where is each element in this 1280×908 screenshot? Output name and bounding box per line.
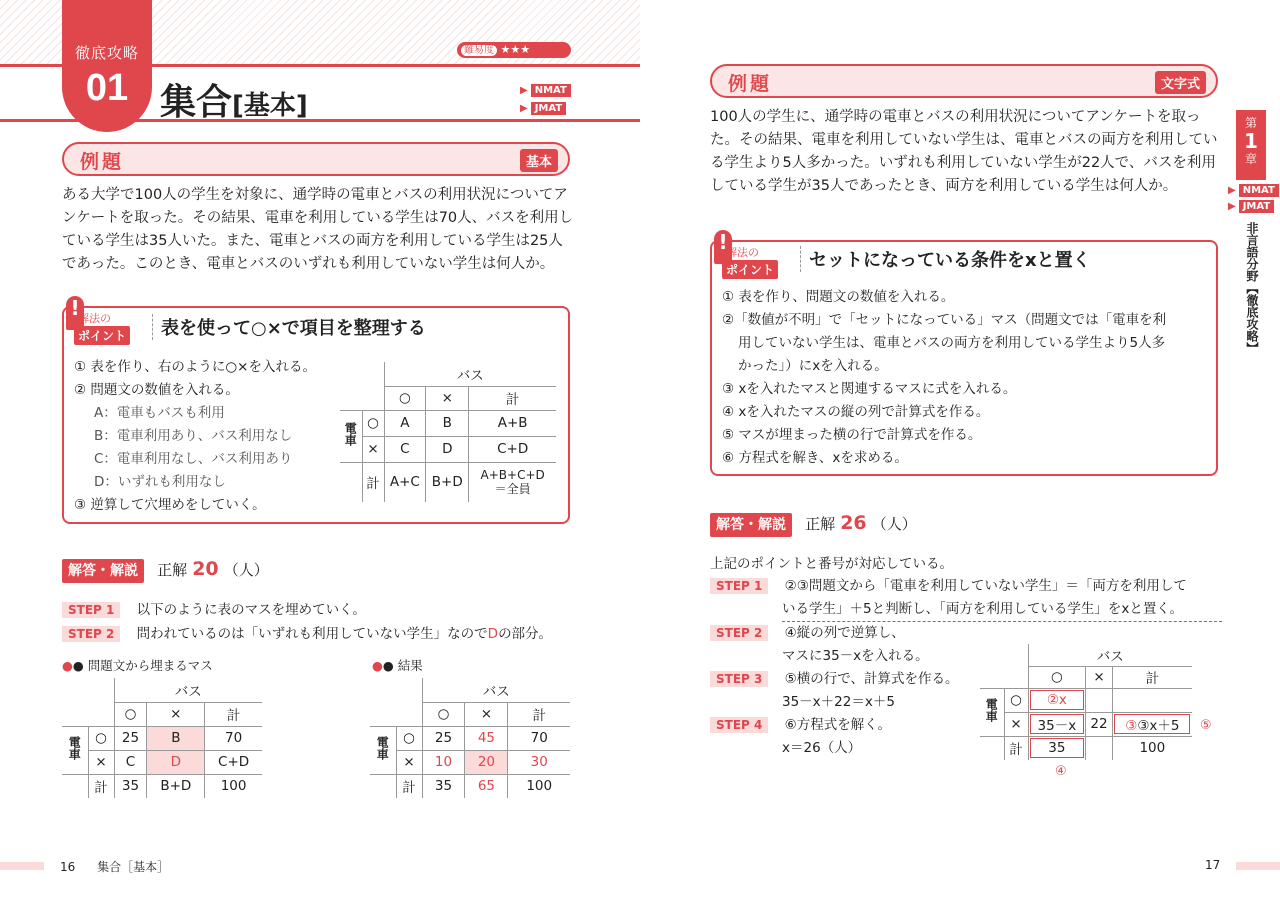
right-table: バス ○ × 計 電車 ○ ②x × 35－x 22 ③③x＋5 計 35 100 bbox=[980, 644, 1192, 760]
example-badge: 基本 bbox=[520, 149, 558, 172]
side-tag-jmat: ▶ JMAT bbox=[1228, 200, 1274, 213]
right-step-4: STEP 4 ⑥方程式を解く。 x＝26（人） bbox=[710, 714, 891, 760]
footer-left: 16 集合［基本］ bbox=[60, 860, 170, 874]
footer-bar-right bbox=[1236, 862, 1280, 870]
page-title-sub: [基本] bbox=[232, 91, 308, 121]
right-answer-row: 解答・解説 正解 26 （人） bbox=[710, 512, 917, 534]
side-vertical-label: 非言語分野【徹底攻略】 bbox=[1245, 222, 1259, 354]
step-2: STEP 2 問われているのは「いずれも利用していない学生」なのでDの部分。 bbox=[62, 622, 552, 642]
section-number: 01 bbox=[85, 67, 129, 109]
exclamation-icon: ! bbox=[714, 230, 732, 264]
right-intro: 上記のポイントと番号が対応している。 bbox=[710, 556, 953, 572]
table1-caption: ●● 問題文から埋まるマス bbox=[62, 658, 213, 673]
answer-value: 20 bbox=[192, 558, 219, 580]
page-title: 集合[基本] bbox=[160, 82, 308, 123]
point-table: バス ○ × 計 電車 ○ A B A+B × C D C+D 計 A+C B+D A+B+C+D ＝全員 bbox=[340, 362, 556, 502]
right-step-1: STEP 1 ②③問題文から「電車を利用していない学生」＝「両方を利用して いる学生」＋5と判断し、「両方を利用している学生」をxと置く。 bbox=[710, 575, 1222, 622]
chapter-tab: 第 1 章 bbox=[1236, 110, 1266, 180]
answer-row: 解答・解説 正解 20 （人） bbox=[62, 558, 269, 580]
point-title: 表を使って○×で項目を整理する bbox=[152, 314, 426, 340]
exam-tag-jmat: ▶ JMAT bbox=[520, 96, 566, 115]
section-tab bbox=[62, 0, 152, 132]
example-header: 例題 基本 bbox=[62, 142, 570, 176]
point-box bbox=[62, 296, 570, 524]
right-step-3: STEP 3 ⑤横の行で、計算式を作る。 35－x＋22＝x＋5 bbox=[710, 668, 959, 714]
point-list: ① 表を作り、右のように○×を入れる。 ② 問題文の数値を入れる。 A：電車もバスも利用 B：電車利用あり、バス利用なし C：電車利用なし、バス利用あり D：いずれも利用なし ③ 逆算して穴埋めをしていく。 bbox=[74, 359, 316, 513]
problem-text: ある大学で100人の学生を対象に、通学時の電車とバスの利用状況についてアンケートを取った。その結果、電車を利用している学生は70人、バスを利用している学生は35人いた。また、電車とバスの両方を利用している学生は25人であった。このとき、電車とバスのいずれも利用していない学生は何人か。 bbox=[62, 187, 574, 272]
right-table-mark-4: ④ bbox=[1055, 764, 1067, 779]
result-table-2: バス ○ × 計 電車 ○ 25 45 70 × 10 20 30 計 35 65 100 bbox=[370, 678, 570, 798]
point-tag: ! 解法の ポイント bbox=[64, 308, 154, 348]
difficulty-badge: 難易度 ★★★ bbox=[457, 42, 571, 58]
right-example-header: 例題 文字式 bbox=[710, 64, 1218, 98]
right-problem-text: 100人の学生に、通学時の電車とバスの利用状況についてアンケートを取った。その結果、電車を利用していない学生は、電車とバスの両方を利用している学生より5人多かった。いずれも利用していない学生が22人で、バスを利用している学生が35人であったとき、両方を利用している学生は何人か。 bbox=[710, 109, 1218, 194]
result-table-1: バス ○ × 計 電車 ○ 25 B 70 × C D C+D 計 35 B+D 100 bbox=[62, 678, 262, 798]
right-step-2: STEP 2 ④縦の列で逆算し、 マスに35－xを入れる。 bbox=[710, 622, 929, 668]
table2-caption: ●● 結果 bbox=[372, 658, 423, 673]
difficulty-stars: ★★★ bbox=[500, 43, 531, 56]
right-answer-value: 26 bbox=[840, 512, 867, 534]
right-table-mark-5: ⑤ bbox=[1200, 718, 1212, 733]
step-1: STEP 1 以下のように表のマスを埋めていく。 bbox=[62, 598, 366, 618]
footer-bar-left bbox=[0, 862, 44, 870]
series-label: 徹底攻略 bbox=[74, 44, 139, 62]
side-tag-nmat: ▶ NMAT bbox=[1228, 184, 1279, 197]
exclamation-icon: ! bbox=[66, 296, 84, 330]
right-point-box bbox=[710, 230, 1218, 476]
right-example-badge: 文字式 bbox=[1155, 71, 1206, 94]
right-point-list: ① 表を作り、問題文の数値を入れる。 ②「数値が不明」で「セットになっている」マス（問題文では「電車を利 用していない学生は、電車とバスの両方を利用している学生より5人多 かった」）にxを入れる。 ③ xを入れたマスと関連するマスに式を入れる。 ④ xを入れたマスの縦の列で計算式を作る。 ⑤ マスが埋まった横の行で計算式を作る。 ⑥ 方程式を解き、xを求める。 bbox=[722, 289, 1167, 466]
right-point-title: セットになっている条件をxと置く bbox=[800, 246, 1091, 272]
footer-right-page: 17 bbox=[1205, 858, 1221, 872]
exam-tag-nmat: ▶ NMAT bbox=[520, 78, 571, 97]
right-point-tag: ! 解法の ポイント bbox=[712, 242, 802, 282]
